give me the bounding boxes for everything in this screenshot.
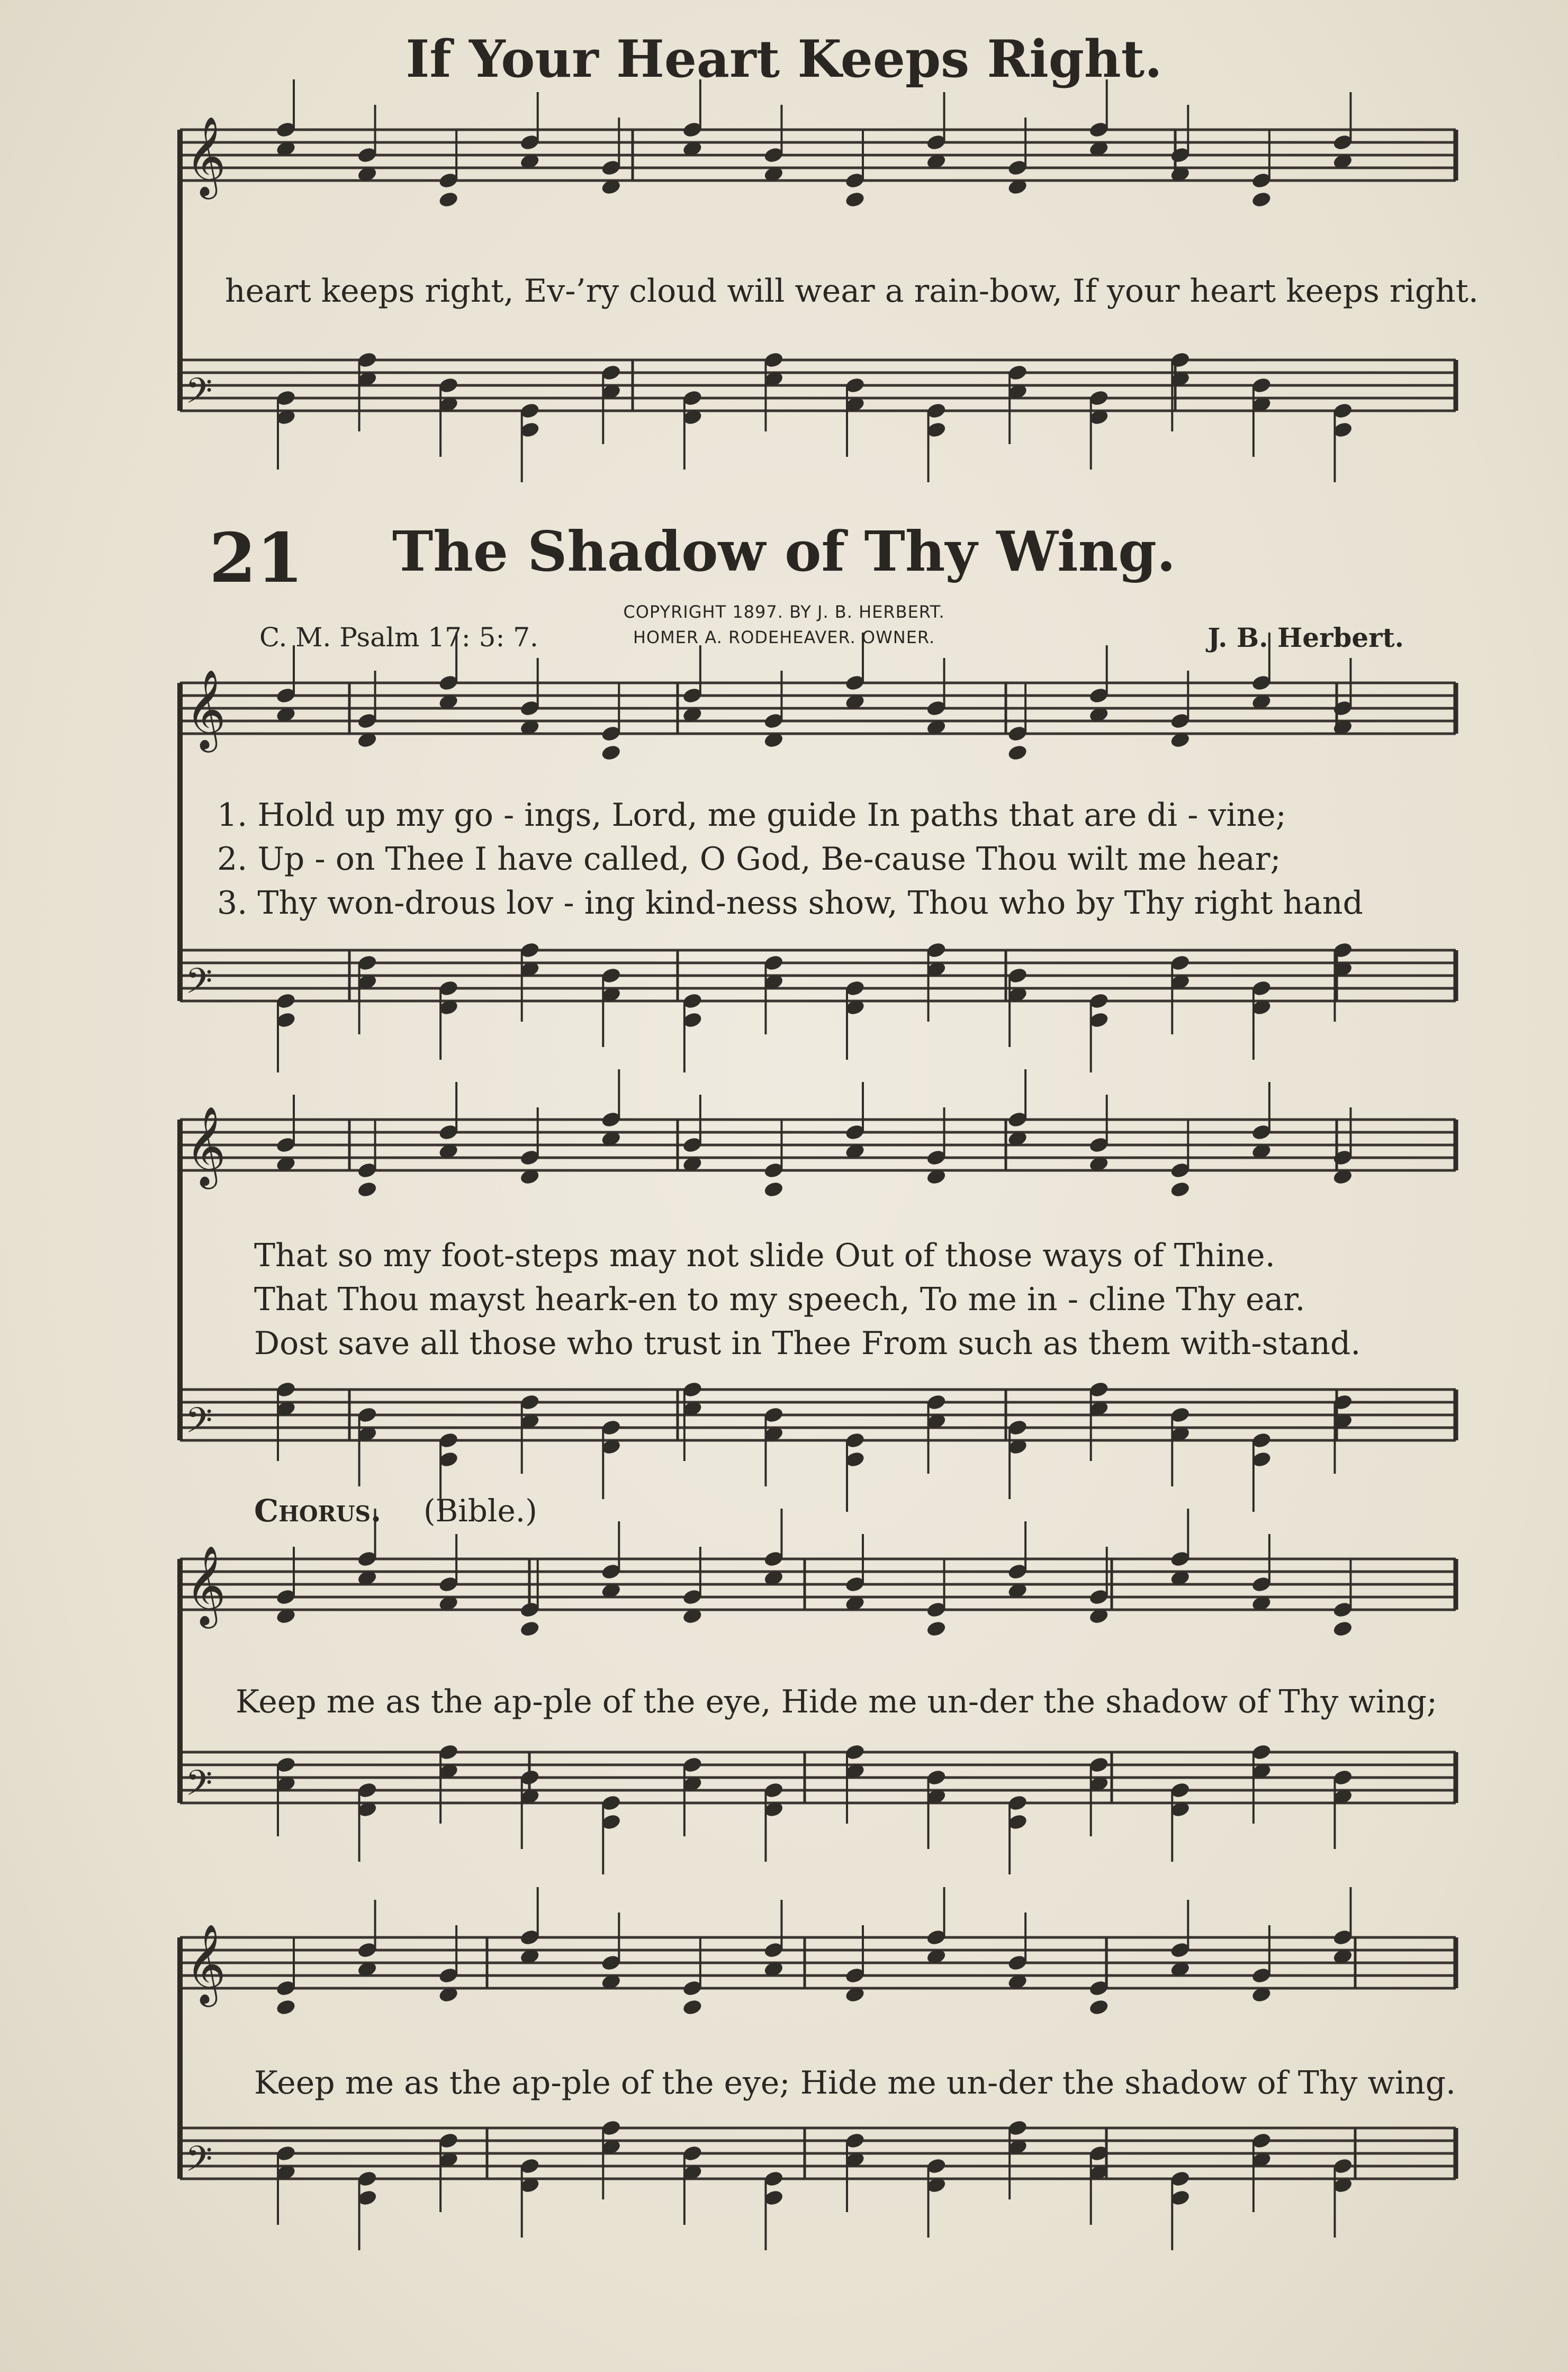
previous-hymn-lyric: heart keeps right, Ev-’ry cloud will wear a rain-bow, If your heart keeps right. (225, 273, 1479, 310)
composer: J. B. Herbert. (1207, 622, 1404, 653)
note-head (682, 1998, 703, 2016)
verse-1-line-2: That so my foot-steps may not slide Out of those ways of Thine. (254, 1237, 1275, 1274)
bass-clef: 𝄢 (185, 2139, 213, 2188)
treble-clef: 𝄞 (185, 115, 226, 196)
verse-2-line-1: 2. Up - on Thee I have called, O God, Be-cause Thou wilt me hear; (217, 841, 1281, 878)
copyright-line-2: HOMER A. RODEHEAVER. OWNER. (633, 627, 935, 647)
chorus-line-2: Keep me as the ap-ple of the eye; Hide me un-der the shadow of Thy wing. (254, 2064, 1456, 2102)
note-head (1332, 1620, 1353, 1638)
bass-clef: 𝄢 (185, 961, 213, 1010)
note-head (1169, 1180, 1191, 1198)
verse-3-line-1: 3. Thy won-drous lov - ing kind-ness show, Thou who by Thy right hand (217, 885, 1363, 922)
verse-3-line-2: Dost save all those who trust in Thee From such as them with-stand. (254, 1325, 1361, 1362)
bass-clef: 𝄢 (185, 1400, 213, 1449)
note-head (763, 1180, 784, 1198)
note-head (356, 1180, 377, 1198)
hymn-number: 21 (209, 519, 304, 598)
copyright-line-1: COPYRIGHT 1897. BY J. B. HERBERT. (623, 602, 945, 622)
treble-clef: 𝄞 (185, 1923, 226, 2004)
note-head (1088, 1998, 1110, 2016)
chorus-label: Chorus. (254, 1493, 382, 1529)
previous-hymn-title: If Your Heart Keeps Right. (405, 29, 1163, 89)
hymn-title: The Shadow of Thy Wing. (392, 519, 1176, 584)
chorus-line-1: Keep me as the ap-ple of the eye, Hide me un-der the shadow of Thy wing; (236, 1683, 1438, 1720)
note-head (1251, 191, 1272, 209)
meter-scripture: C. M. Psalm 17: 5: 7. (259, 622, 538, 653)
note-head (438, 191, 459, 209)
bass-clef: 𝄢 (185, 371, 213, 420)
note-head (519, 1620, 540, 1638)
treble-clef: 𝄞 (185, 669, 226, 749)
verse-1-line-1: 1. Hold up my go - ings, Lord, me guide In paths that are di - vine; (217, 797, 1286, 834)
note-head (1007, 744, 1028, 762)
verse-2-line-2: That Thou mayst heark-en to my speech, To me in - cline Thy ear. (254, 1281, 1305, 1318)
note-head (925, 1620, 947, 1638)
chorus-source: (Bible.) (423, 1493, 537, 1529)
treble-clef: 𝄞 (185, 1545, 226, 1625)
note-head (844, 191, 866, 209)
bass-clef: 𝄢 (185, 1763, 213, 1812)
note-head (600, 744, 621, 762)
treble-clef: 𝄞 (185, 1105, 226, 1186)
note-head (275, 1998, 296, 2016)
